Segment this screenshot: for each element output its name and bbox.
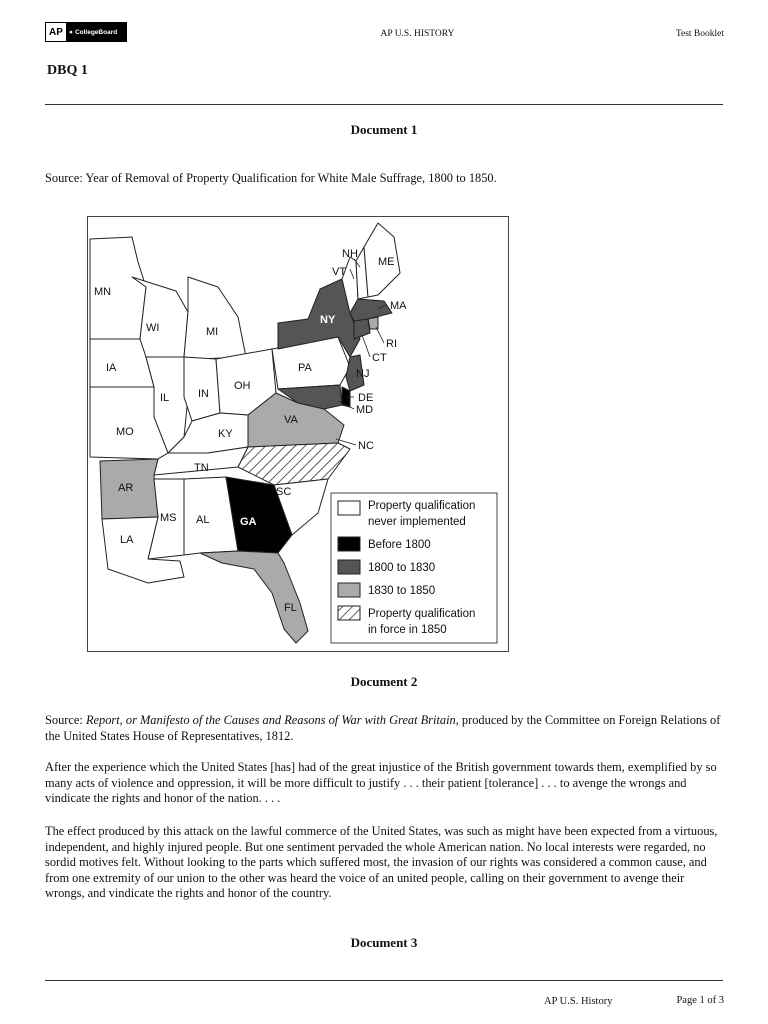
state-label: TN xyxy=(194,462,209,474)
ap-collegeboard-logo xyxy=(45,22,127,42)
state-label: FL xyxy=(284,602,297,614)
state-label: KY xyxy=(218,428,233,440)
legend-label: in force in 1850 xyxy=(368,624,447,636)
state-NC xyxy=(238,443,350,485)
state-label: OH xyxy=(234,380,251,392)
legend-label: never implemented xyxy=(368,516,466,528)
state-label: MD xyxy=(356,404,374,416)
state-label: RI xyxy=(386,338,397,350)
state-label: LA xyxy=(120,534,134,546)
state-label: MS xyxy=(160,512,177,524)
source-suffix: , produced by the Committee on Foreign Relations of the United States House of Representatives, 1812. xyxy=(45,713,721,743)
legend-swatch-1800-1830 xyxy=(338,560,360,574)
header-divider xyxy=(45,104,723,105)
suffrage-map xyxy=(87,216,509,652)
state-label: IN xyxy=(198,388,209,400)
state-label: NY xyxy=(320,314,336,326)
footer-course: AP U.S. History xyxy=(544,996,613,1007)
legend-label: Before 1800 xyxy=(368,539,431,551)
document-2-source xyxy=(45,713,725,744)
state-label: NC xyxy=(358,440,374,452)
state-label: PA xyxy=(298,362,312,374)
map-legend xyxy=(331,493,497,643)
state-label: ME xyxy=(378,256,395,268)
source-title: Report, or Manifesto of the Causes and Reasons of War with Great Britain xyxy=(85,713,456,727)
state-label: MA xyxy=(390,300,407,312)
document-1-heading: Document 1 xyxy=(350,122,418,137)
state-label: IA xyxy=(106,362,117,374)
legend-label: 1800 to 1830 xyxy=(368,562,436,574)
state-MI xyxy=(184,277,246,359)
legend-swatch-1830-1850 xyxy=(338,583,360,597)
document-2-paragraph-1: After the experience which the United States [has] had of the great injustice of the British government towards them, exemplified by so many acts of violence and oppression, it will be more difficult to justify . . . their patient [tolerance] . . . to avenge the wrongs and vindicate the rights and honor of the nation. . . . xyxy=(45,760,717,805)
legend-swatch-in-force xyxy=(338,606,360,620)
state-label: AR xyxy=(118,482,134,494)
document-1-source: Source: Year of Removal of Property Qualification for White Male Suffrage, 1800 to 1850. xyxy=(45,171,497,185)
document-2-paragraph-2: The effect produced by this attack on the lawful commerce of the United States, was such as might have been expected from a virtuous, independent, and highly injured people. But one sentiment pervaded the whole American nation. No local interests were regarded, no sordid motives felt. Without looking to the parts which suffered most, the invasion of our rights was considered a common cause, and from one extremity of our union to the other was heard the voice of an united people, calling on their government to avenge their wrongs, and vindicate the rights and honor of the country. xyxy=(45,824,718,900)
page-number: Page 1 of 3 xyxy=(676,995,724,1006)
state-label: CT xyxy=(372,352,387,364)
state-MA xyxy=(350,299,392,321)
state-label: SC xyxy=(276,486,292,498)
header-title: AP U.S. HISTORY xyxy=(380,29,455,39)
state-label: VT xyxy=(332,266,347,278)
state-label: WI xyxy=(146,322,160,334)
header-booklet-label: Test Booklet xyxy=(675,29,724,39)
state-FL xyxy=(200,551,308,643)
logo-collegeboard-text: CollegeBoard xyxy=(74,28,118,36)
legend-label: Property qualification xyxy=(368,608,476,620)
section-title: DBQ 1 xyxy=(47,63,88,78)
state-label: VA xyxy=(284,414,298,426)
state-label: GA xyxy=(240,516,257,528)
document-3-heading: Document 3 xyxy=(350,935,418,950)
legend-label: Property qualification xyxy=(368,500,476,512)
logo-collegeboard xyxy=(66,23,126,41)
legend-swatch-never xyxy=(338,501,360,515)
legend-label: 1830 to 1850 xyxy=(368,585,436,597)
state-label: MI xyxy=(206,326,219,338)
document-2-heading: Document 2 xyxy=(350,674,418,689)
state-label: IL xyxy=(160,392,170,404)
state-label: DE xyxy=(358,392,374,404)
legend-swatch-before-1800 xyxy=(338,537,360,551)
state-label: MN xyxy=(94,286,112,298)
source-prefix: Source: xyxy=(45,713,86,727)
state-label: MO xyxy=(116,426,134,438)
logo-ap: AP xyxy=(46,23,66,41)
acorn-icon: ● xyxy=(69,28,73,36)
state-label: NH xyxy=(342,248,358,260)
state-label: NJ xyxy=(356,368,370,380)
state-label: AL xyxy=(196,514,210,526)
footer-divider xyxy=(45,980,723,981)
